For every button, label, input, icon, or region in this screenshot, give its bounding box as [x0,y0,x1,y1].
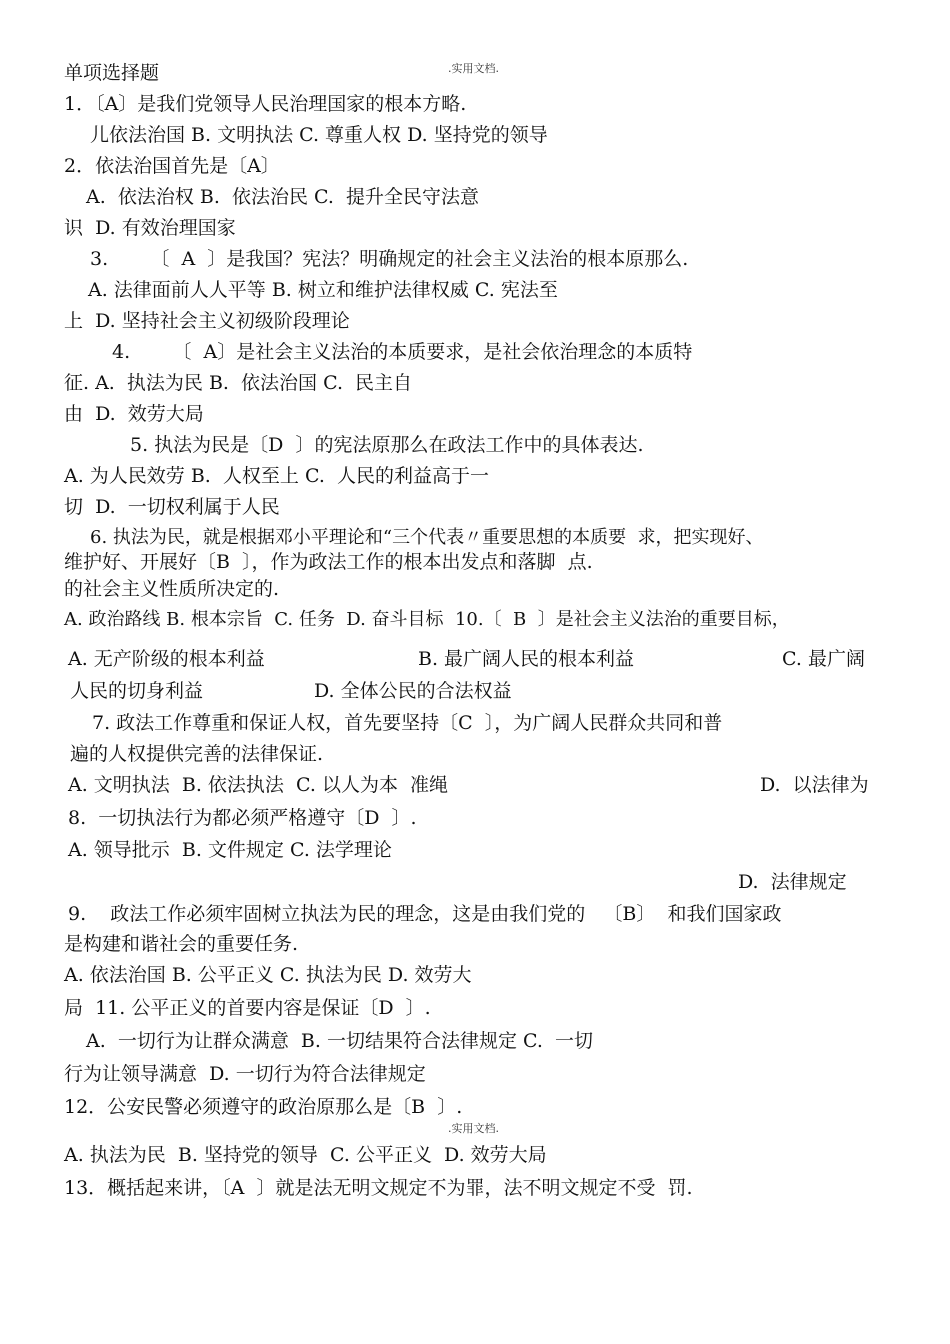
question-9-cont: 是构建和谐社会的重要任务. [64,933,299,955]
question-10-option-c: C. 最广阔 [782,648,865,670]
question-12: 12．公安民警必须遵守的政治原那么是〔B 〕. [64,1096,463,1118]
question-8-options: A. 领导批示 B. 文件规定 C. 法学理论 [68,839,392,861]
question-2-options: A. 依法治权 B. 依法治民 C. 提升全民守法意 [86,186,479,208]
question-10-option-c-cont: 人民的切身利益 [70,680,204,702]
question-5: 5. 执法为民是〔D 〕的宪法原那么在政法工作中的具体表达. [130,434,644,456]
question-6-cont: 维护好、开展好〔B 〕，作为政法工作的根本出发点和落脚 点. [64,551,593,573]
question-3-options-cont: 上 D. 坚持社会主义初级阶段理论 [64,310,350,332]
question-11: 局 11. 公平正义的首要内容是保证〔D 〕. [64,997,431,1019]
question-4-options-cont: 由 D. 效劳大局 [64,403,204,425]
question-8: 8. 一切执法行为都必须严格遵守〔D 〕. [68,807,417,829]
question-4: 4. 〔 A〕是社会主义法治的本质要求，是社会依治理念的本质特 [112,341,693,363]
question-7: 7. 政法工作尊重和保证人权，首先要坚持〔C 〕，为广阔人民群众共同和普 [92,712,723,734]
question-4-cont: 征. A. 执法为民 B. 依法治国 C. 民主自 [64,372,413,394]
question-7-option-d: D. 以法律为 [760,774,869,796]
question-6: 6. 执法为民，就是根据邓小平理论和“三个代表〃重要思想的本质要 求，把实现好、 [90,527,764,548]
question-2: 2．依法治国首先是〔A〕 [64,155,280,177]
question-5-options: A. 为人民效劳 B. 人权至上 C. 人民的利益高于一 [64,465,489,487]
question-9: 9. 政法工作必须牢固树立执法为民的理念，这是由我们党的 〔B〕 和我们国家政 [68,903,782,925]
header-note: .实用文档. [448,62,499,75]
question-3: 3. 〔 A 〕是我国？宪法？明确规定的社会主义法治的根本原那么. [90,248,689,270]
question-5-options-cont: 切 D. 一切权利属于人民 [64,496,280,518]
question-8-option-d: D. 法律规定 [738,871,847,893]
question-2-options-cont: 识 D. 有效治理国家 [64,217,236,239]
question-1-options: 儿依法治国 B. 文明执法 C. 尊重人权 D. 坚持党的领导 [90,124,548,146]
question-7-options: A. 文明执法 B. 依法执法 C. 以人为本 准绳 [68,774,449,796]
question-9-options: A. 依法治国 B. 公平正义 C. 执法为民 D. 效劳大 [64,964,472,986]
question-10-option-b: B. 最广阔人民的根本利益 [418,648,635,670]
question-9-cont-fragment: 的社会主义性质所决定的. [64,578,280,600]
question-11-options: A. 一切行为让群众满意 B. 一切结果符合法律规定 C. 一切 [86,1030,593,1052]
question-6-options: A. 政治路线 B. 根本宗旨 C. 任务 D. 奋斗目标 10.〔 B 〕是社会主义法治的重要目标， [64,609,790,630]
question-1: 1．〔A〕是我们党领导人民治理国家的根本方略. [64,93,467,115]
question-11-options-cont: 行为让领导满意 D. 一切行为符合法律规定 [64,1063,426,1085]
question-10-option-a: A. 无产阶级的根本利益 [68,648,265,670]
question-13: 13．概括起来讲，〔A 〕就是法无明文规定不为罪，法不明文规定不受 罚. [64,1177,693,1199]
section-title: 单项选择题 [64,62,160,84]
question-12-options: A. 执法为民 B. 坚持党的领导 C. 公平正义 D. 效劳大局 [64,1144,547,1166]
footer-note: .实用文档. [448,1122,499,1135]
question-10-option-d: D. 全体公民的合法权益 [314,680,512,702]
question-3-options: A. 法律面前人人平等 B. 树立和维护法律权威 C. 宪法至 [88,279,558,301]
question-7-cont: 遍的人权提供完善的法律保证. [70,743,324,765]
